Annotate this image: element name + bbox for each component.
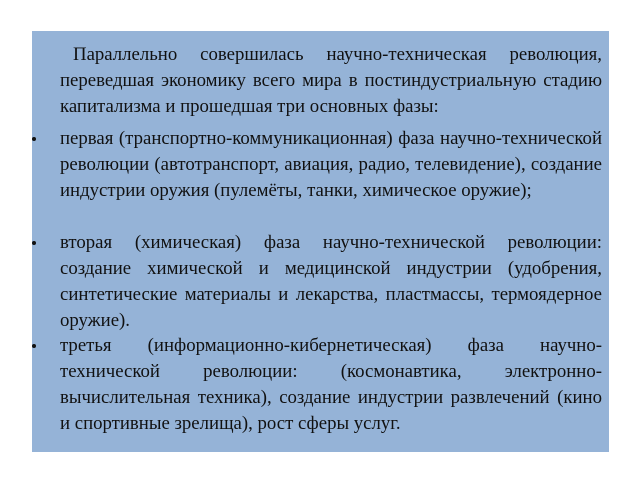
intro-paragraph: Параллельно совершилась научно-техническая революция, переведшая экономику всего мира в постиндустриальную стадию капитализма и прошедшая три основных фазы:: [60, 44, 602, 117]
list-item-phase-2: [60, 230, 602, 334]
list-item-phase-3: [60, 333, 602, 437]
list-item-phase-1: [60, 126, 602, 204]
list-item-text: третья (информационно-кибернетическая) фаза научно-технической революции: (космонавтика, электронно-вычислительная техника), создание индустрии развлечений (кино и спортивные зрелища), рост сферы услуг.: [60, 335, 602, 434]
bullet-icon: [32, 241, 36, 245]
bullet-icon: [32, 344, 36, 348]
slide-content-box: [32, 31, 609, 452]
list-item-text: первая (транспортно-коммуникационная) фаза научно-технической революции (автотранспорт, авиация, радио, телевидение), создание индустрии оружия (пулемёты, танки, химическое оружие);: [60, 128, 602, 201]
bullet-icon: [32, 137, 36, 141]
list-item-text: вторая (химическая) фаза научно-технической революции: создание химической и медицинской индустрии (удобрения, синтетические материалы и лекарства, пластмассы, термоядерное оружие).: [60, 232, 602, 331]
